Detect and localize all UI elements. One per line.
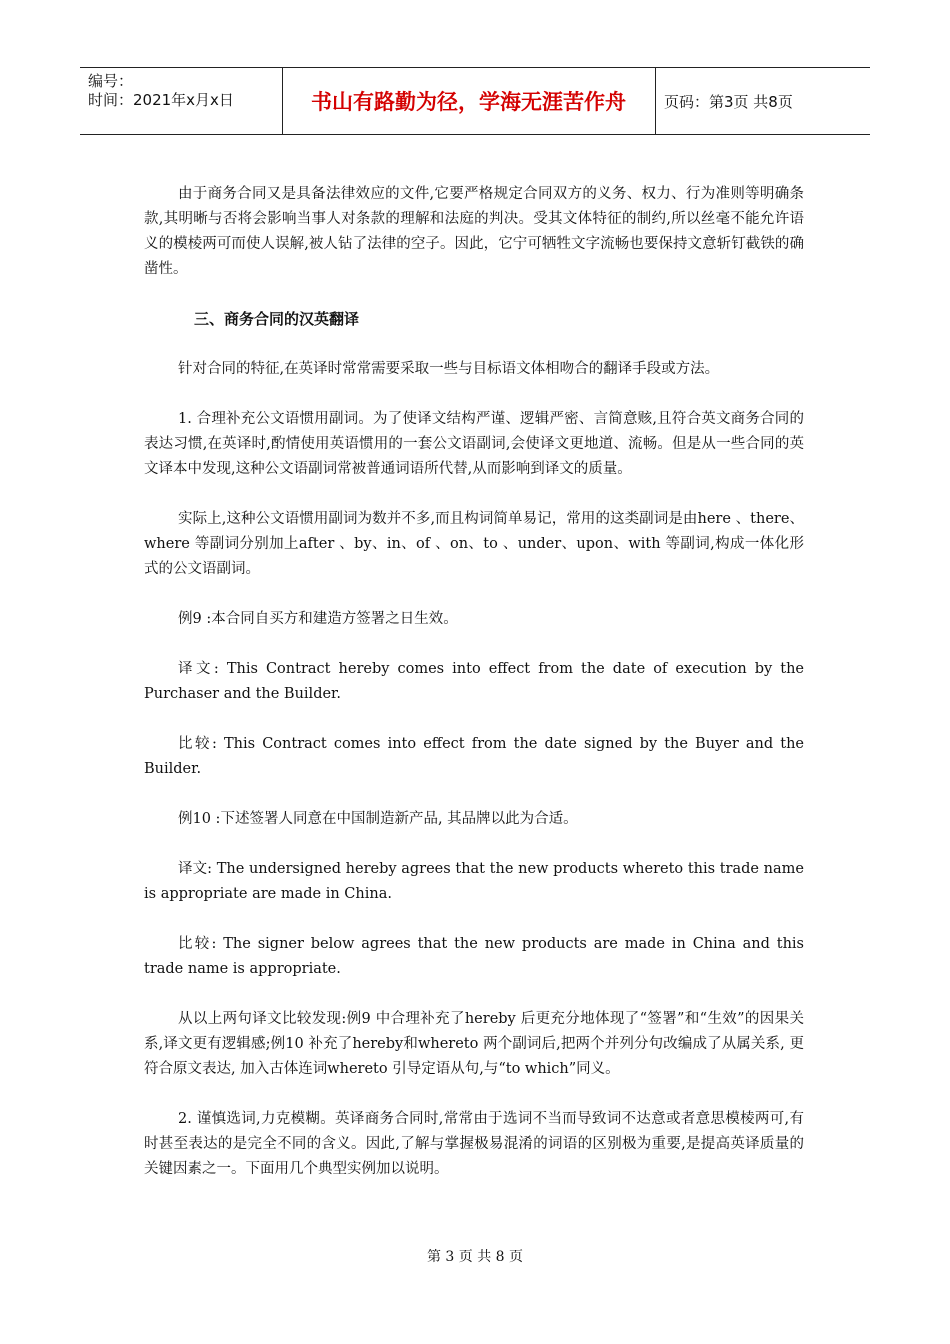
page-footer: 第 3 页 共 8 页: [426, 1249, 524, 1265]
body-paragraph: 从以上两句译文比较发现:例9 中合理补充了hereby 后更充分地体现了“签署”和“生效”的因果关系,译文更有逻辑感;例10 补充了hereby和whereto 两个副词后,把两个并列分句改编成了从属关系, 更符合原文表达, 加入古体连词whereto 引导定语从句,与“to which”同义。: [144, 1011, 804, 1077]
body-paragraph: 2. 谨慎选词,力克模糊。英译商务合同时,常常由于选词不当而导致词不达意或者意思模棱两可,有时甚至表达的是完全不同的含义。因此,了解与掌握极易混淆的词语的区别极为重要,是提高英译质量的关键因素之一。下面用几个典型实例加以说明。: [144, 1111, 804, 1177]
body-paragraph: 译文: This Contract hereby comes into effect from the date of execution by the Purchaser and the Builder.: [144, 661, 804, 702]
body-paragraph: 1. 合理补充公文语惯用副词。为了使译文结构严谨、逻辑严密、言简意赅,且符合英文商务合同的表达习惯,在英译时,酌情使用英语惯用的一套公文语副词,会使译文更地道、流畅。但是从一些合同的英文译本中发现,这种公文语副词常被普通词语所代替,从而影响到译文的质量。: [144, 411, 804, 477]
body-paragraph: 实际上,这种公文语惯用副词为数并不多,而且构词简单易记，常用的这类副词是由here 、there、where 等副词分别加上after 、by、in、of 、on、to 、under、upon、with 等副词,构成一体化形式的公文语副词。: [144, 511, 804, 577]
section-heading: 三、商务合同的汉英翻译: [194, 310, 360, 328]
header-page-info: 页码：第3页 共8页: [664, 92, 793, 111]
document-number-label: 编号：: [88, 72, 134, 90]
body-paragraph: 例10 :下述签署人同意在中国制造新产品, 其品牌以此为合适。: [178, 811, 578, 827]
document-body: [144, 182, 804, 1207]
body-paragraph: 例9 :本合同自买方和建造方签署之日生效。: [178, 611, 458, 627]
body-paragraph: 由于商务合同又是具备法律效应的文件,它要严格规定合同双方的义务、权力、行为准则等明确条款,其明晰与否将会影响当事人对条款的理解和法庭的判决。受其文体特征的制约,所以丝毫不能允许语义的模棱两可而使人误解,被人钻了法律的空子。因此，它宁可牺牲文字流畅也要保持文意斩钉截铁的确凿性。: [144, 186, 804, 277]
body-paragraph: 比较: This Contract comes into effect from the date signed by the Buyer and the Builder.: [144, 736, 804, 777]
header-meta: [88, 72, 234, 110]
header-motto: 书山有路勤为径，学海无涯苦作舟: [311, 90, 626, 114]
header-divider: [655, 68, 656, 134]
document-time-label: 时间：2021年x月x日: [88, 91, 234, 109]
body-paragraph: 比较: The signer below agrees that the new products are made in China and this trade name is appropriate.: [144, 936, 804, 977]
body-paragraph: 针对合同的特征,在英译时常常需要采取一些与目标语文体相吻合的翻译手段或方法。: [178, 361, 720, 377]
body-paragraph: 译文: The undersigned hereby agrees that the new products whereto this trade name is appropriate are made in China.: [144, 861, 804, 902]
page-header: [80, 67, 870, 135]
